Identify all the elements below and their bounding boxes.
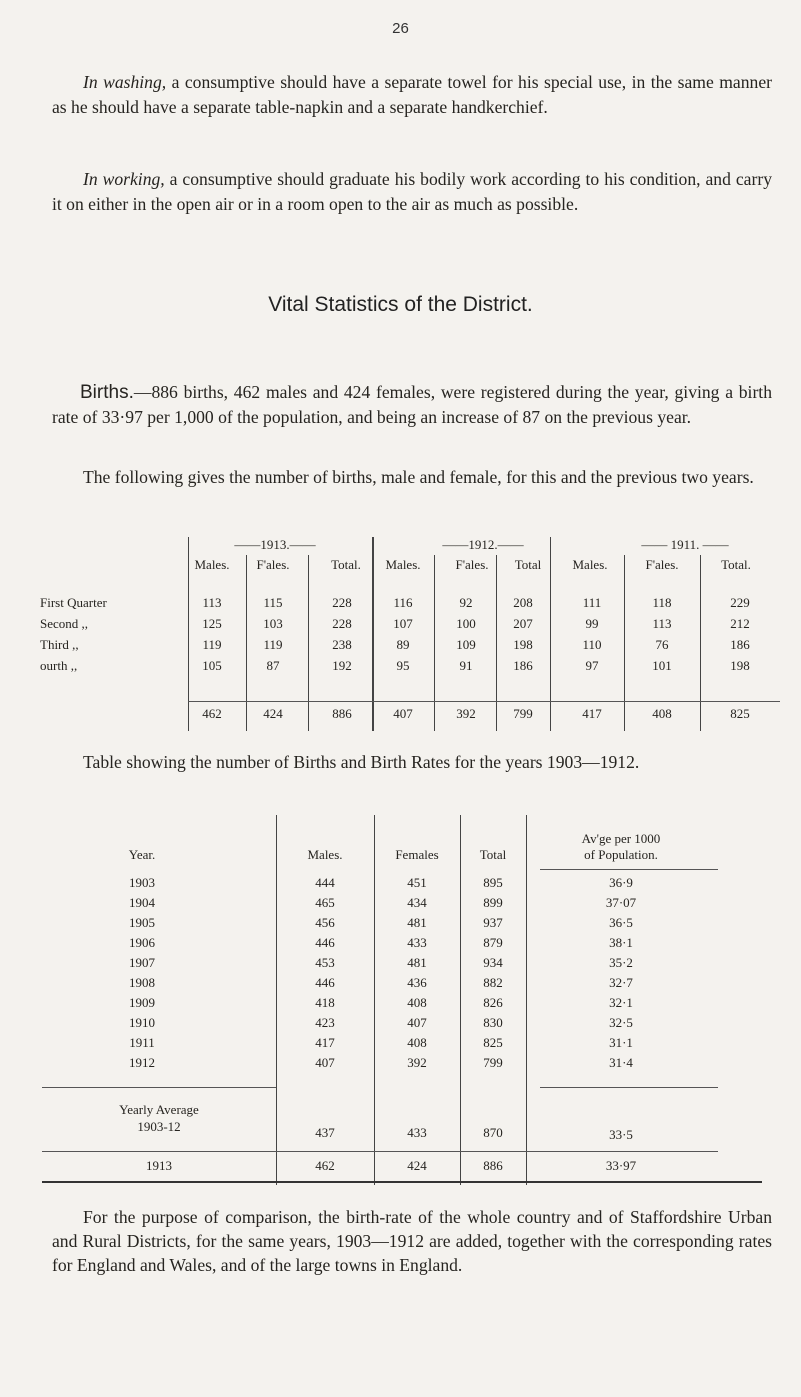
- table-cell: 103: [263, 616, 283, 631]
- row-total: 882: [483, 975, 503, 990]
- table-cell: 186: [513, 658, 533, 673]
- paragraph-working: [52, 167, 772, 217]
- section-title: Vital Statistics of the District.: [268, 293, 533, 316]
- row-males: 407: [315, 1055, 335, 1070]
- row-rate: 38·1: [609, 935, 633, 950]
- page-number: 26: [392, 20, 409, 37]
- subheader-total-1912: Total: [514, 557, 542, 572]
- current-year: 1913: [146, 1158, 172, 1173]
- year-header-1912: ——1912.——: [442, 537, 524, 552]
- header-males: Males.: [307, 847, 343, 862]
- row-year: 1904: [129, 895, 155, 910]
- row-year: 1910: [129, 1015, 155, 1030]
- paragraph-births: [52, 380, 772, 430]
- paragraph-table-caption: Table showing the number of Births and Birth Rates for the years 1903—1912.: [83, 752, 640, 772]
- paragraph-working-text: a consumptive should graduate his bodily work according to his condition, and carry it on either in the open air or in a room open to the air as much as possible.: [52, 169, 772, 214]
- paragraph-births-text: —886 births, 462 males and 424 females, were registered during the year, giving a birth rate of 33·97 per 1,000 of the population, and being an increase of 87 on the previous year.: [52, 382, 772, 427]
- row-females: 436: [407, 975, 427, 990]
- subheader-females-1911: F'ales.: [645, 557, 679, 572]
- row-females: 433: [407, 935, 427, 950]
- paragraph-working-lead: In working,: [83, 169, 165, 189]
- row-label: Second ,,: [40, 616, 89, 631]
- average-total: 870: [483, 1125, 503, 1140]
- row-females: 408: [407, 995, 427, 1010]
- subheader-total-1911: Total.: [721, 557, 751, 572]
- table-cell: 92: [459, 595, 473, 610]
- paragraph-washing-text: a consumptive should have a separate towel for his special use, in the same manner as he should have a separate table-napkin and a separate handkerchief.: [52, 72, 772, 117]
- table-cell: 238: [332, 637, 352, 652]
- row-females: 451: [407, 875, 427, 890]
- average-label-line2: 1903-12: [137, 1119, 181, 1134]
- header-rate-line2: of Population.: [584, 847, 658, 862]
- paragraph-washing: [52, 70, 772, 120]
- table-cell: 116: [393, 595, 413, 610]
- row-males: 453: [315, 955, 335, 970]
- subheader-total-1913: Total.: [331, 557, 361, 572]
- header-rule: [540, 869, 718, 870]
- row-males: 456: [315, 915, 335, 930]
- table-cell: 76: [655, 637, 669, 652]
- total-cell: 886: [332, 706, 352, 721]
- table-cell: 87: [266, 658, 280, 673]
- row-rate: 31·1: [609, 1035, 633, 1050]
- table-cell: 99: [585, 616, 599, 631]
- row-total: 937: [483, 915, 503, 930]
- paragraph-following: The following gives the number of births, male and female, for this and the previous two years.: [83, 467, 754, 487]
- table-cell: 113: [202, 595, 222, 610]
- row-rate: 32·7: [609, 975, 633, 990]
- table-cell: 118: [652, 595, 672, 610]
- row-year: 1912: [129, 1055, 155, 1070]
- table-cell: 229: [730, 595, 750, 610]
- table-cell: 198: [513, 637, 533, 652]
- row-total: 899: [483, 895, 503, 910]
- row-females: 481: [407, 955, 427, 970]
- table-cell: 207: [513, 616, 533, 631]
- total-cell: 417: [582, 706, 602, 721]
- row-males: 465: [315, 895, 335, 910]
- table-cell: 110: [582, 637, 602, 652]
- table-cell: 91: [459, 658, 473, 673]
- subheader-males-1912: Males.: [385, 557, 421, 572]
- row-total: 830: [483, 1015, 503, 1030]
- row-rate: 36·9: [609, 875, 633, 890]
- row-label: ourth ,,: [40, 658, 78, 673]
- total-cell: 424: [263, 706, 283, 721]
- table-cell: 119: [202, 637, 222, 652]
- row-label: First Quarter: [40, 595, 107, 610]
- table-cell: 111: [582, 595, 602, 610]
- table-cell: 198: [730, 658, 750, 673]
- paragraph-washing-lead: In washing,: [83, 72, 167, 92]
- table-cell: 208: [513, 595, 533, 610]
- row-total: 895: [483, 875, 503, 890]
- column-rule: [624, 555, 625, 731]
- average-rate: 33·5: [609, 1127, 633, 1142]
- row-year: 1906: [129, 935, 155, 950]
- average-females: 433: [407, 1125, 427, 1140]
- row-rate: 35·2: [609, 955, 633, 970]
- row-year: 1911: [129, 1035, 155, 1050]
- table-cell: 89: [396, 637, 410, 652]
- row-males: 423: [315, 1015, 335, 1030]
- header-rate-line1: Av'ge per 1000: [581, 831, 661, 846]
- subheader-females-1912: F'ales.: [455, 557, 489, 572]
- row-total: 934: [483, 955, 503, 970]
- row-label: Third ,,: [40, 637, 79, 652]
- annual-births-table: [42, 815, 770, 1195]
- table-cell: 97: [585, 658, 599, 673]
- average-label-line1: Yearly Average: [119, 1102, 199, 1117]
- table-cell: 105: [202, 658, 222, 673]
- column-rule: [700, 555, 701, 731]
- row-males: 417: [315, 1035, 335, 1050]
- table-cell: 228: [332, 616, 352, 631]
- row-year: 1908: [129, 975, 155, 990]
- row-total: 799: [483, 1055, 503, 1070]
- row-total: 879: [483, 935, 503, 950]
- average-rule: [540, 1087, 718, 1088]
- table-cell: 125: [202, 616, 222, 631]
- bottom-rule: [42, 1181, 762, 1183]
- row-rate: 31·4: [609, 1055, 633, 1070]
- year-header-1913: ——1913.——: [234, 537, 316, 552]
- row-males: 446: [315, 935, 335, 950]
- paragraph-comparison: For the purpose of comparison, the birth-rate of the whole country and of Staffordshire Urban and Rural Districts, for the same years, 1903—1912 are added, together with the corresponding rates for England and Wales, and of the large towns in England.: [52, 1207, 772, 1275]
- table-cell: 113: [652, 616, 672, 631]
- column-rule: [308, 555, 309, 731]
- row-year: 1909: [129, 995, 155, 1010]
- subheader-females-1913: F'ales.: [256, 557, 290, 572]
- total-cell: 825: [730, 706, 750, 721]
- average-rule: [42, 1087, 276, 1088]
- table-cell: 100: [456, 616, 476, 631]
- year-header-1911: —— 1911. ——: [641, 537, 729, 552]
- table-cell: 212: [730, 616, 750, 631]
- table-cell: 107: [393, 616, 413, 631]
- row-males: 418: [315, 995, 335, 1010]
- total-cell: 392: [456, 706, 476, 721]
- row-year: 1903: [129, 875, 155, 890]
- total-cell: 408: [652, 706, 672, 721]
- totals-rule: [188, 701, 780, 702]
- row-total: 826: [483, 995, 503, 1010]
- current-rate: 33·97: [605, 1158, 637, 1173]
- row-females: 481: [407, 915, 427, 930]
- average-males: 437: [315, 1125, 335, 1140]
- row-total: 825: [483, 1035, 503, 1050]
- row-rate: 36·5: [609, 915, 633, 930]
- header-year: Year.: [128, 847, 156, 862]
- subheader-males-1911: Males.: [572, 557, 608, 572]
- current-males: 462: [315, 1158, 335, 1173]
- row-year: 1907: [129, 955, 155, 970]
- table-cell: 228: [332, 595, 352, 610]
- row-females: 434: [407, 895, 427, 910]
- table-cell: 119: [263, 637, 283, 652]
- total-cell: 462: [202, 706, 222, 721]
- current-rule: [42, 1151, 718, 1152]
- column-rule: [434, 555, 435, 731]
- row-males: 446: [315, 975, 335, 990]
- row-females: 407: [407, 1015, 427, 1030]
- row-females: 392: [407, 1055, 427, 1070]
- header-females: Females: [395, 847, 439, 862]
- row-year: 1905: [129, 915, 155, 930]
- subheader-males-1913: Males.: [194, 557, 230, 572]
- table-cell: 192: [332, 658, 352, 673]
- total-cell: 799: [513, 706, 533, 721]
- current-total: 886: [483, 1158, 503, 1173]
- current-females: 424: [407, 1158, 427, 1173]
- paragraph-births-lead: Births.: [80, 382, 134, 403]
- quarterly-births-table: [40, 537, 780, 731]
- table-cell: 109: [456, 637, 476, 652]
- table-cell: 101: [652, 658, 672, 673]
- table-cell: 186: [730, 637, 750, 652]
- row-females: 408: [407, 1035, 427, 1050]
- row-males: 444: [315, 875, 335, 890]
- row-rate: 32·5: [609, 1015, 633, 1030]
- table-cell: 95: [396, 658, 410, 673]
- header-total: Total: [479, 847, 507, 862]
- row-rate: 32·1: [609, 995, 633, 1010]
- row-rate: 37·07: [605, 895, 637, 910]
- total-cell: 407: [393, 706, 413, 721]
- table-cell: 115: [263, 595, 283, 610]
